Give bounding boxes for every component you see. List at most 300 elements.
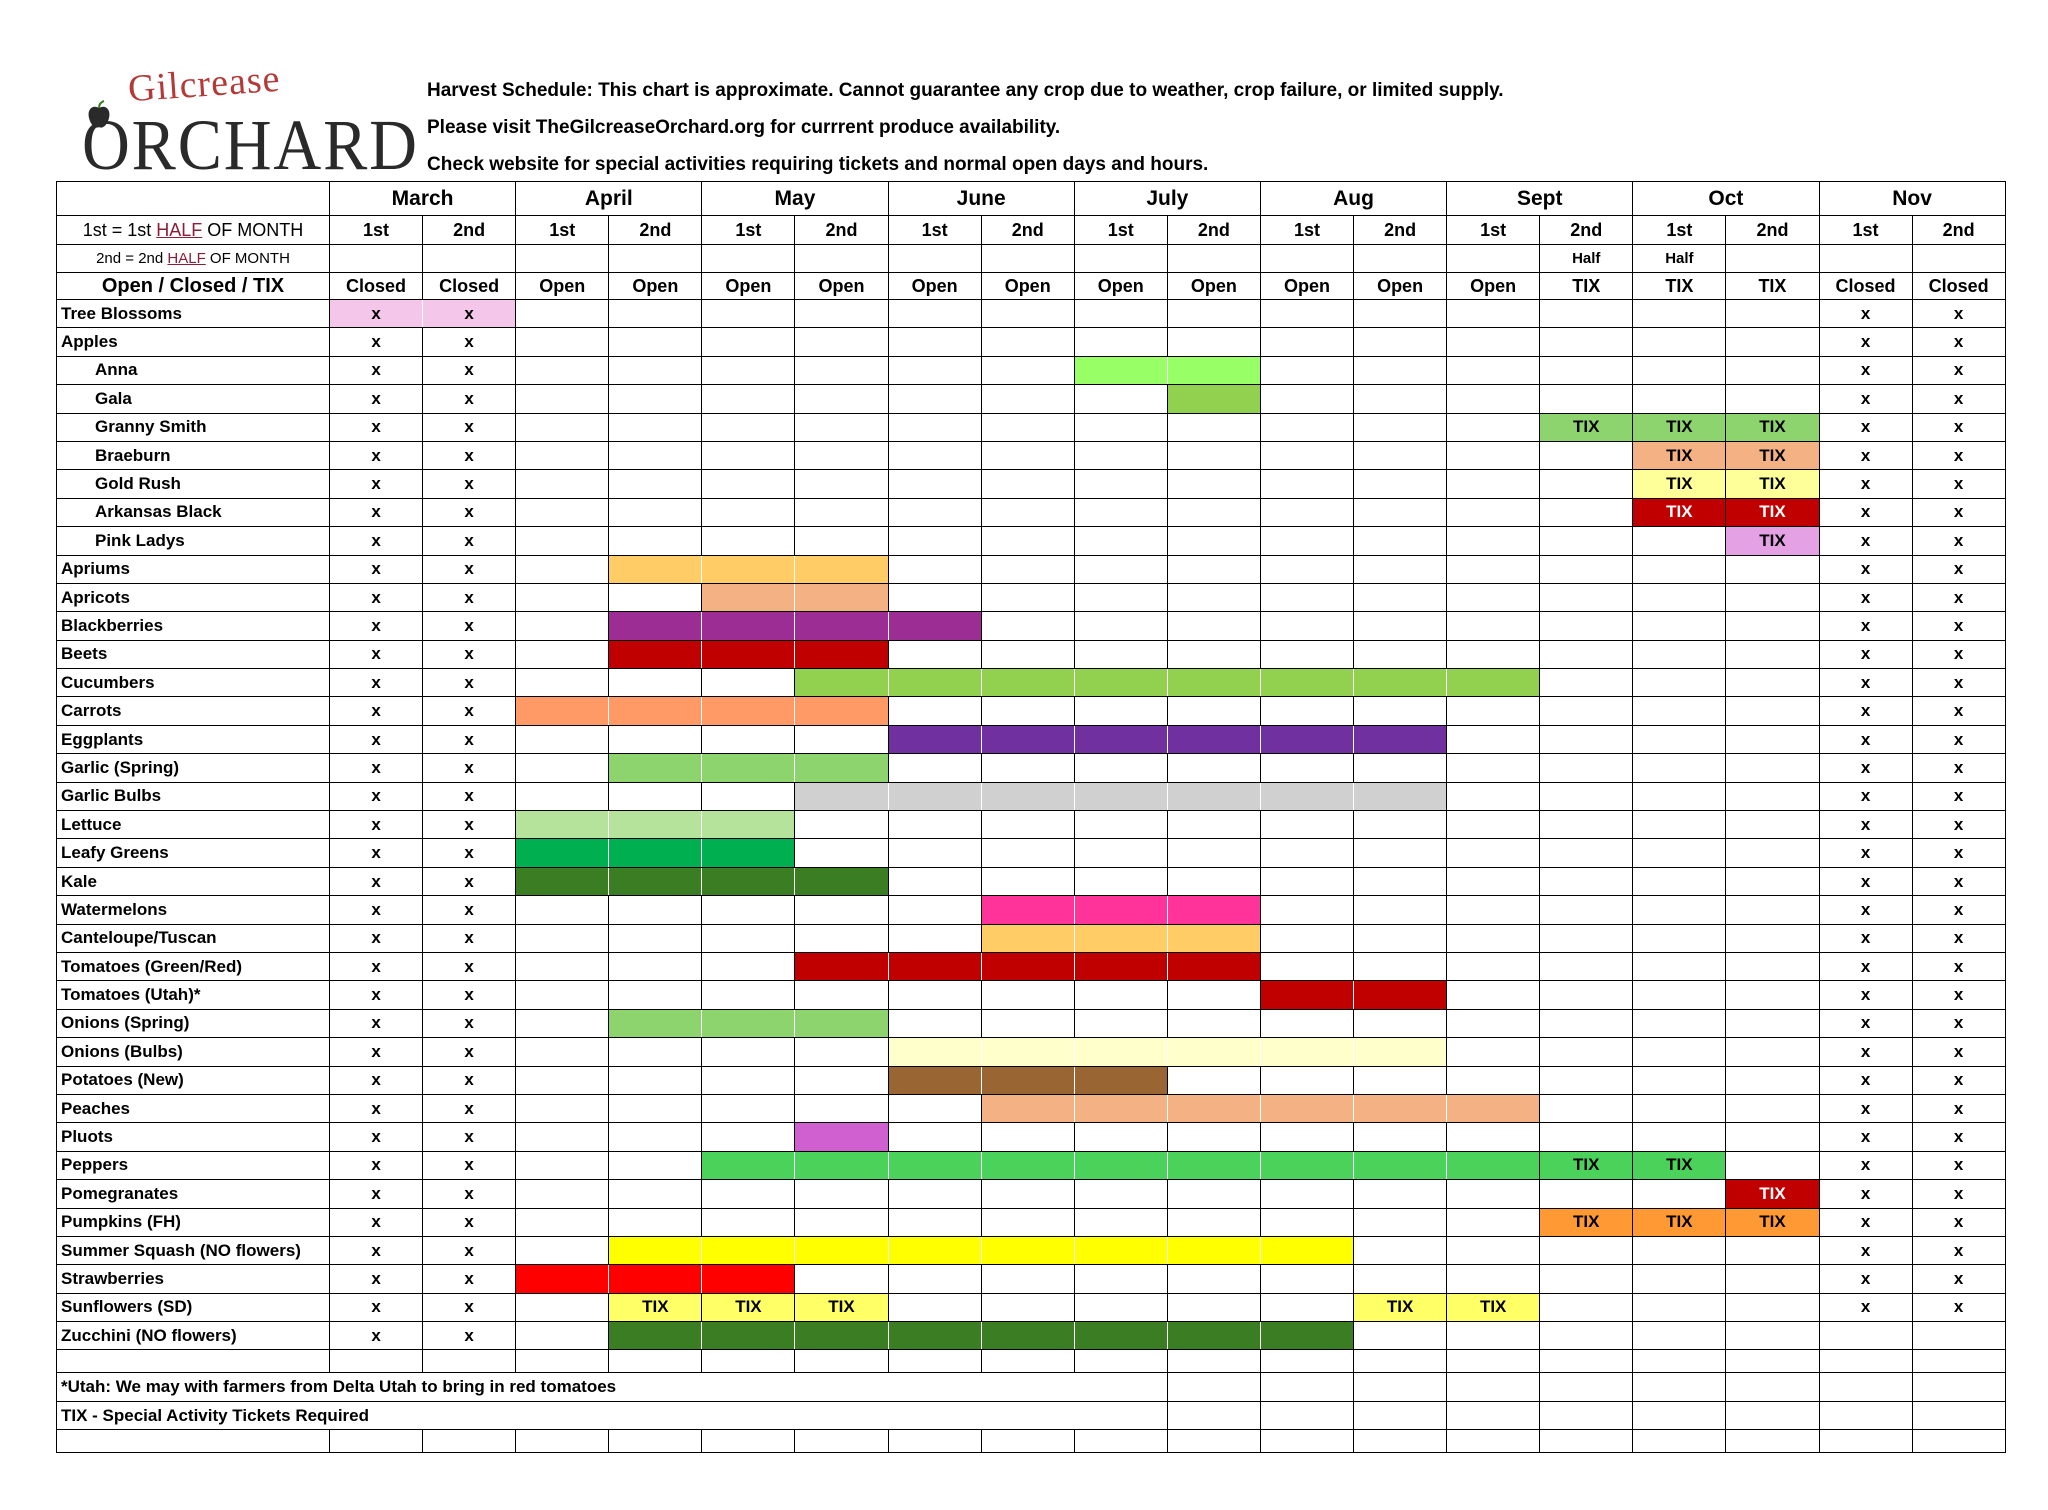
schedule-cell (1167, 867, 1260, 895)
closed-mark-cell: x (330, 640, 423, 668)
harvest-bar-cell (981, 725, 1074, 753)
harvest-bar-cell (1167, 1094, 1260, 1122)
closed-mark-cell: x (1819, 413, 1912, 441)
closed-mark-cell: x (1819, 441, 1912, 469)
schedule-cell (1726, 328, 1819, 356)
schedule-cell (1447, 583, 1540, 611)
schedule-cell (1354, 867, 1447, 895)
open-status-cell: TIX (1540, 273, 1633, 300)
blank-cell (702, 1350, 795, 1373)
half-note-cell (516, 245, 609, 273)
harvest-bar-cell (888, 1151, 981, 1179)
schedule-cell (702, 669, 795, 697)
harvest-bar-cell (1074, 924, 1167, 952)
half-header: 1st (1819, 216, 1912, 245)
blank-cell (1167, 1350, 1260, 1373)
schedule-cell (1354, 527, 1447, 555)
closed-mark-cell: x (1912, 1038, 2005, 1066)
footnote-text: TIX - Special Activity Tickets Required (57, 1401, 1075, 1429)
schedule-cell (1260, 811, 1353, 839)
schedule-cell (888, 839, 981, 867)
closed-mark-cell: x (1912, 385, 2005, 413)
tix-cell: TIX (1633, 1151, 1726, 1179)
schedule-cell (516, 498, 609, 526)
schedule-cell (609, 1180, 702, 1208)
closed-mark-cell: x (423, 1236, 516, 1264)
tix-cell: TIX (1726, 498, 1819, 526)
schedule-cell (1354, 498, 1447, 526)
crop-row (57, 981, 2006, 1009)
schedule-cell (1354, 328, 1447, 356)
schedule-cell (1726, 385, 1819, 413)
schedule-cell (1912, 1322, 2005, 1350)
harvest-bar-cell (516, 697, 609, 725)
schedule-cell (1540, 1322, 1633, 1350)
schedule-cell (1260, 754, 1353, 782)
schedule-cell (516, 1293, 609, 1321)
schedule-cell (795, 1265, 888, 1293)
month-header: Aug (1260, 182, 1446, 216)
crop-name: Gold Rush (57, 470, 330, 498)
schedule-cell (516, 952, 609, 980)
closed-mark-cell: x (423, 1322, 516, 1350)
harvest-bar-cell (1354, 782, 1447, 810)
schedule-cell (1540, 782, 1633, 810)
schedule-cell (1260, 1066, 1353, 1094)
schedule-cell (1167, 1009, 1260, 1037)
schedule-cell (609, 300, 702, 328)
schedule-cell (1633, 527, 1726, 555)
schedule-cell (981, 1208, 1074, 1236)
schedule-cell (1354, 441, 1447, 469)
closed-mark-cell: x (1819, 782, 1912, 810)
schedule-cell (1074, 811, 1167, 839)
crop-row (57, 413, 2006, 441)
crop-row (57, 583, 2006, 611)
crop-name: Leafy Greens (57, 839, 330, 867)
schedule-cell (1167, 583, 1260, 611)
schedule-cell (1074, 640, 1167, 668)
schedule-cell (795, 527, 888, 555)
closed-mark-cell: x (423, 1123, 516, 1151)
closed-mark-cell: x (423, 1208, 516, 1236)
schedule-cell (981, 300, 1074, 328)
schedule-cell (1167, 555, 1260, 583)
schedule-cell (1726, 1265, 1819, 1293)
harvest-bar-cell (1074, 782, 1167, 810)
schedule-cell (981, 1180, 1074, 1208)
schedule-cell (516, 896, 609, 924)
harvest-bar-cell (1167, 1038, 1260, 1066)
closed-mark-cell: x (1912, 1066, 2005, 1094)
harvest-bar-cell (795, 1322, 888, 1350)
schedule-cell (1074, 1180, 1167, 1208)
schedule-cell (1260, 1180, 1353, 1208)
crop-name: Braeburn (57, 441, 330, 469)
schedule-cell (888, 981, 981, 1009)
schedule-cell (1633, 1322, 1726, 1350)
open-status-row (57, 273, 2006, 300)
closed-mark-cell: x (423, 981, 516, 1009)
closed-mark-cell: x (423, 1293, 516, 1321)
closed-mark-cell: x (330, 1066, 423, 1094)
half-header: 2nd (981, 216, 1074, 245)
harvest-bar-cell (1354, 1038, 1447, 1066)
harvest-bar-cell (795, 1236, 888, 1264)
blank-cell (1819, 1373, 1912, 1401)
open-status-cell: Open (516, 273, 609, 300)
schedule-cell (888, 356, 981, 384)
schedule-cell (888, 498, 981, 526)
schedule-cell (609, 725, 702, 753)
crop-name: Pumpkins (FH) (57, 1208, 330, 1236)
schedule-cell (1633, 1265, 1726, 1293)
half-note-cell (423, 245, 516, 273)
blank-cell (1912, 1373, 2005, 1401)
closed-mark-cell: x (1912, 867, 2005, 895)
schedule-cell (609, 498, 702, 526)
schedule-cell (516, 441, 609, 469)
schedule-cell (981, 697, 1074, 725)
schedule-cell (1167, 498, 1260, 526)
schedule-cell (1540, 612, 1633, 640)
closed-mark-cell: x (1819, 328, 1912, 356)
crop-name: Lettuce (57, 811, 330, 839)
crop-row (57, 725, 2006, 753)
schedule-cell (795, 924, 888, 952)
schedule-cell (609, 1038, 702, 1066)
schedule-cell (1633, 754, 1726, 782)
schedule-cell (795, 1094, 888, 1122)
schedule-cell (888, 697, 981, 725)
schedule-cell (609, 1066, 702, 1094)
schedule-cell (1167, 1180, 1260, 1208)
schedule-cell (1167, 300, 1260, 328)
schedule-cell (888, 413, 981, 441)
open-status-cell: Open (609, 273, 702, 300)
open-status-cell: Open (1447, 273, 1540, 300)
schedule-cell (981, 612, 1074, 640)
harvest-bar-cell (981, 1038, 1074, 1066)
harvest-bar-cell (795, 555, 888, 583)
closed-mark-cell: x (423, 1038, 516, 1066)
schedule-cell (609, 924, 702, 952)
blank-cell (1167, 1373, 1260, 1401)
harvest-bar-cell (981, 896, 1074, 924)
half-note-cell (330, 245, 423, 273)
closed-mark-cell: x (423, 1009, 516, 1037)
tix-cell: TIX (1633, 441, 1726, 469)
schedule-cell (1726, 1009, 1819, 1037)
schedule-cell (1540, 555, 1633, 583)
closed-mark-cell: x (330, 1151, 423, 1179)
schedule-cell (1167, 441, 1260, 469)
schedule-cell (1354, 924, 1447, 952)
schedule-cell (1726, 555, 1819, 583)
schedule-cell (888, 1293, 981, 1321)
schedule-cell (1260, 1265, 1353, 1293)
schedule-cell (1633, 385, 1726, 413)
harvest-bar-cell (981, 1094, 1074, 1122)
blank-cell (609, 1430, 702, 1453)
schedule-cell (888, 640, 981, 668)
crop-row (57, 300, 2006, 328)
harvest-bar-cell (702, 640, 795, 668)
harvest-bar-cell (702, 754, 795, 782)
harvest-bar-cell (1260, 1094, 1353, 1122)
harvest-bar-cell (1167, 782, 1260, 810)
crop-row (57, 782, 2006, 810)
closed-mark-cell: x (423, 328, 516, 356)
schedule-cell (1074, 612, 1167, 640)
schedule-cell (1540, 1038, 1633, 1066)
schedule-cell (1633, 1009, 1726, 1037)
schedule-cell (1074, 1009, 1167, 1037)
half-header: 1st (888, 216, 981, 245)
month-header: April (516, 182, 702, 216)
schedule-cell (795, 300, 888, 328)
schedule-cell (1726, 896, 1819, 924)
harvest-bar-cell (888, 782, 981, 810)
closed-mark-cell: x (1912, 839, 2005, 867)
schedule-cell (1819, 1322, 1912, 1350)
harvest-bar-cell (1167, 952, 1260, 980)
tix-cell: TIX (1633, 498, 1726, 526)
blank-cell (1354, 1350, 1447, 1373)
half-note-cell (795, 245, 888, 273)
schedule-cell (609, 356, 702, 384)
schedule-cell (702, 441, 795, 469)
schedule-cell (1447, 896, 1540, 924)
schedule-cell (1354, 1009, 1447, 1037)
crop-row (57, 555, 2006, 583)
crop-row (57, 1180, 2006, 1208)
schedule-cell (1447, 867, 1540, 895)
open-status-cell: Open (1260, 273, 1353, 300)
half-header: 2nd (609, 216, 702, 245)
harvest-bar-cell (702, 811, 795, 839)
crop-name: Anna (57, 356, 330, 384)
half-note-cell (1074, 245, 1167, 273)
crop-name: Blackberries (57, 612, 330, 640)
schedule-cell (1354, 640, 1447, 668)
closed-mark-cell: x (1912, 328, 2005, 356)
schedule-cell (1726, 867, 1819, 895)
blank-cell (423, 1430, 516, 1453)
schedule-cell (702, 413, 795, 441)
schedule-cell (702, 1180, 795, 1208)
schedule-cell (1447, 981, 1540, 1009)
harvest-bar-cell (888, 1236, 981, 1264)
closed-mark-cell: x (423, 583, 516, 611)
schedule-cell (888, 924, 981, 952)
crop-row (57, 839, 2006, 867)
closed-mark-cell: x (423, 1265, 516, 1293)
harvest-bar-cell (1447, 1151, 1540, 1179)
blank-cell (423, 1350, 516, 1373)
closed-mark-cell: x (1819, 1094, 1912, 1122)
schedule-cell (516, 470, 609, 498)
closed-mark-cell: x (330, 1322, 423, 1350)
schedule-cell (516, 328, 609, 356)
month-header: March (330, 182, 516, 216)
crop-name: Apriums (57, 555, 330, 583)
schedule-cell (1167, 1265, 1260, 1293)
schedule-cell (702, 725, 795, 753)
schedule-cell (1447, 1236, 1540, 1264)
half-note-cell (1260, 245, 1353, 273)
schedule-cell (516, 527, 609, 555)
harvest-bar-cell (1260, 725, 1353, 753)
closed-mark-cell: x (1819, 1151, 1912, 1179)
closed-mark-cell: x (1819, 1293, 1912, 1321)
schedule-cell (981, 867, 1074, 895)
closed-mark-cell: x (1819, 981, 1912, 1009)
schedule-cell (1447, 612, 1540, 640)
schedule-cell (981, 839, 1074, 867)
crop-row (57, 1293, 2006, 1321)
schedule-cell (1260, 839, 1353, 867)
schedule-cell (888, 754, 981, 782)
harvest-bar-cell (609, 754, 702, 782)
blank-cell (981, 1430, 1074, 1453)
schedule-cell (516, 1038, 609, 1066)
harvest-bar-cell (609, 640, 702, 668)
closed-mark-cell: x (330, 1265, 423, 1293)
schedule-cell (702, 1123, 795, 1151)
harvest-bar-cell (1260, 1322, 1353, 1350)
tix-cell: TIX (1354, 1293, 1447, 1321)
legend-second-row (57, 245, 2006, 273)
harvest-bar-cell (1074, 725, 1167, 753)
crop-row (57, 612, 2006, 640)
schedule-cell (888, 470, 981, 498)
closed-mark-cell: x (1819, 867, 1912, 895)
schedule-cell (795, 725, 888, 753)
schedule-cell (1726, 1123, 1819, 1151)
blank-row (57, 1350, 2006, 1373)
schedule-cell (1540, 867, 1633, 895)
closed-mark-cell: x (1912, 952, 2005, 980)
open-status-cell: Open (1167, 273, 1260, 300)
schedule-cell (1726, 1236, 1819, 1264)
schedule-cell (795, 498, 888, 526)
schedule-cell (1726, 981, 1819, 1009)
footnote-text: *Utah: We may with farmers from Delta Utah to bring in red tomatoes (57, 1373, 1075, 1401)
schedule-cell (1260, 924, 1353, 952)
closed-mark-cell: x (1819, 356, 1912, 384)
crop-name: Strawberries (57, 1265, 330, 1293)
legend-first-half: 1st = 1st HALF OF MONTH (57, 216, 330, 245)
closed-mark-cell: x (1819, 669, 1912, 697)
closed-mark-cell: x (330, 924, 423, 952)
schedule-cell (516, 640, 609, 668)
schedule-cell (1540, 981, 1633, 1009)
footnote-row (57, 1373, 2006, 1401)
schedule-cell (795, 1180, 888, 1208)
blank-cell (1540, 1350, 1633, 1373)
harvest-bar-cell (795, 697, 888, 725)
closed-mark-cell: x (1912, 1009, 2005, 1037)
schedule-cell (1354, 413, 1447, 441)
month-header: July (1074, 182, 1260, 216)
closed-mark-cell: x (330, 1236, 423, 1264)
closed-mark-cell: x (1912, 754, 2005, 782)
schedule-cell (1167, 1066, 1260, 1094)
schedule-cell (1633, 867, 1726, 895)
schedule-cell (1633, 1236, 1726, 1264)
crop-row (57, 1038, 2006, 1066)
harvest-bar-cell (1260, 981, 1353, 1009)
schedule-cell (1074, 981, 1167, 1009)
blank-cell (1354, 1430, 1447, 1453)
harvest-bar-cell (888, 1038, 981, 1066)
schedule-cell (1354, 1180, 1447, 1208)
schedule-cell (516, 1151, 609, 1179)
schedule-cell (981, 981, 1074, 1009)
blank-cell (1447, 1430, 1540, 1453)
schedule-cell (981, 470, 1074, 498)
harvest-bar-cell (1074, 669, 1167, 697)
tix-cell: TIX (702, 1293, 795, 1321)
schedule-cell (1633, 896, 1726, 924)
schedule-cell (1074, 583, 1167, 611)
harvest-bar-cell (795, 1123, 888, 1151)
blank-cell (1167, 1430, 1260, 1453)
schedule-cell (609, 527, 702, 555)
schedule-cell (1447, 527, 1540, 555)
crop-name: Pomegranates (57, 1180, 330, 1208)
harvest-bar-cell (981, 924, 1074, 952)
schedule-cell (1447, 1066, 1540, 1094)
harvest-bar-cell (981, 669, 1074, 697)
schedule-cell (888, 811, 981, 839)
open-status-cell: Open (702, 273, 795, 300)
schedule-cell (1633, 839, 1726, 867)
schedule-cell (1726, 811, 1819, 839)
schedule-cell (1167, 981, 1260, 1009)
schedule-cell (981, 385, 1074, 413)
closed-mark-cell: x (1819, 1265, 1912, 1293)
schedule-cell (888, 1208, 981, 1236)
schedule-cell (1167, 640, 1260, 668)
closed-mark-cell: x (1819, 1009, 1912, 1037)
schedule-cell (888, 1265, 981, 1293)
schedule-cell (516, 981, 609, 1009)
half-note-cell (1447, 245, 1540, 273)
schedule-cell (1167, 1293, 1260, 1321)
schedule-cell (702, 356, 795, 384)
crop-row (57, 669, 2006, 697)
tix-cell: TIX (1540, 413, 1633, 441)
harvest-bar-cell (1354, 1094, 1447, 1122)
schedule-cell (1540, 441, 1633, 469)
blank-cell (330, 1350, 423, 1373)
schedule-cell (1726, 640, 1819, 668)
schedule-cell (981, 1265, 1074, 1293)
schedule-cell (1260, 697, 1353, 725)
open-status-cell: Open (981, 273, 1074, 300)
harvest-bar-cell (1447, 1094, 1540, 1122)
open-status-cell: Open (795, 273, 888, 300)
schedule-cell (1167, 527, 1260, 555)
blank-cell (57, 1350, 330, 1373)
harvest-bar-cell (1074, 952, 1167, 980)
half-header: 1st (702, 216, 795, 245)
schedule-cell (1447, 328, 1540, 356)
tix-cell: TIX (1540, 1151, 1633, 1179)
harvest-bar-cell (702, 1265, 795, 1293)
